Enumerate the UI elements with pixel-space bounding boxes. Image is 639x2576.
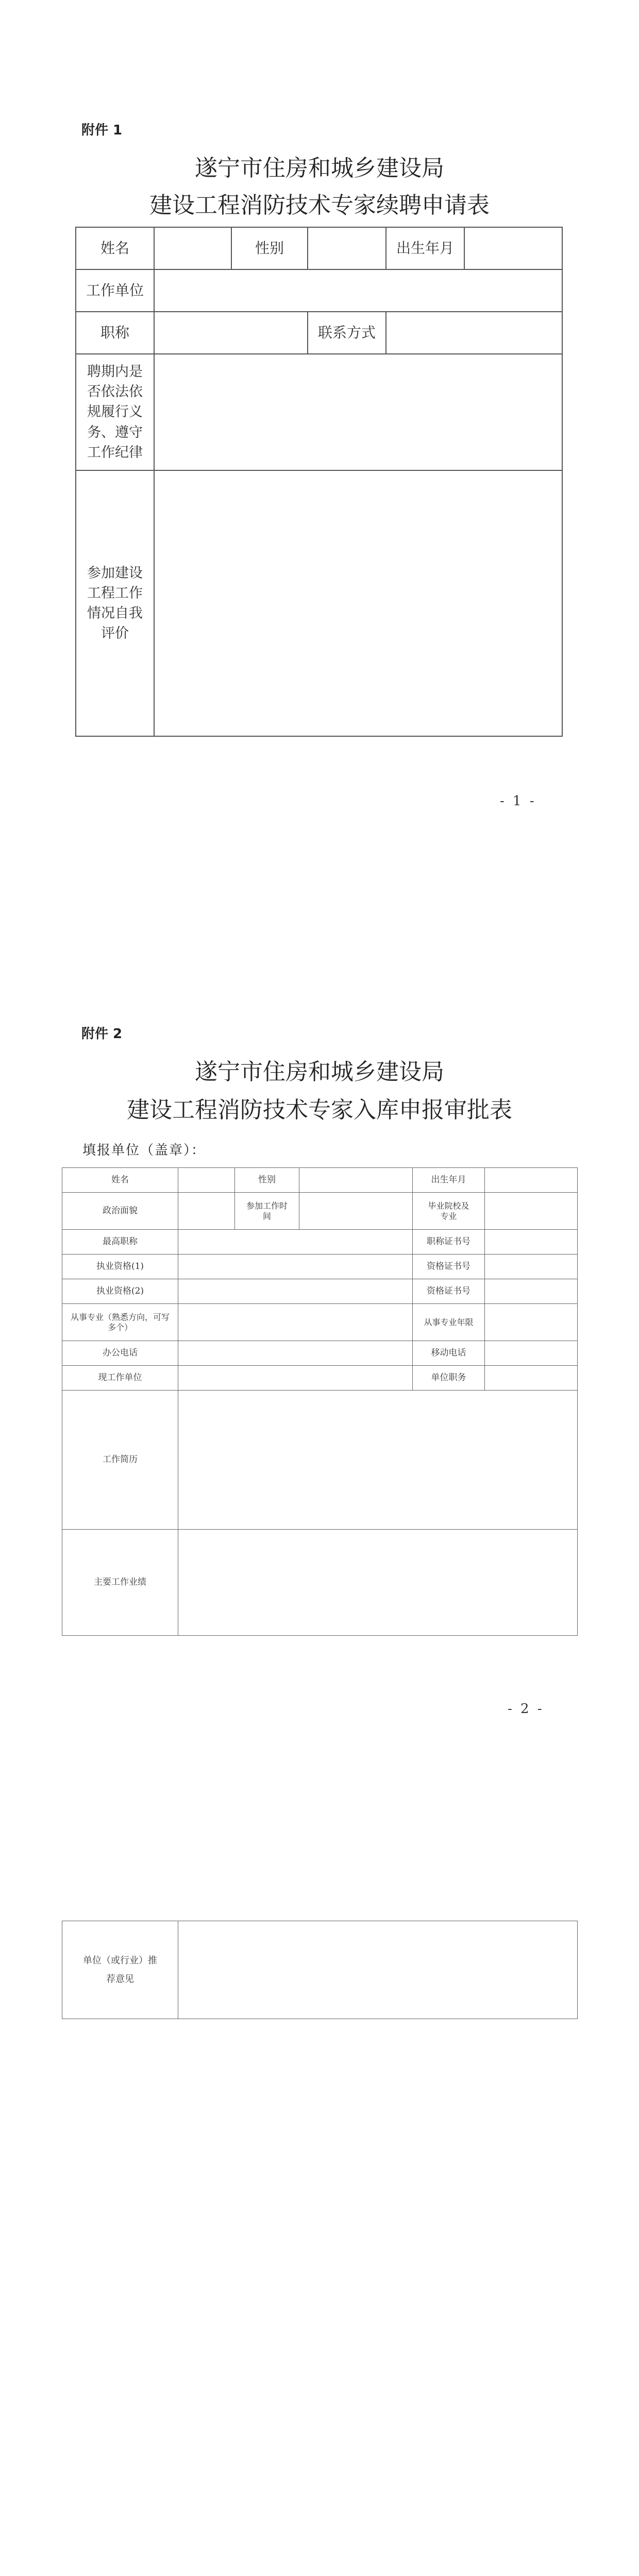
- field-mobile[interactable]: [485, 1341, 578, 1366]
- renewal-application-table: [75, 227, 563, 737]
- expert-application-table: [62, 1167, 578, 1636]
- label-resume: 工作简历: [62, 1391, 178, 1530]
- field-name[interactable]: [154, 227, 231, 269]
- field-self-evaluation[interactable]: [154, 470, 562, 736]
- label-recommendation: 单位（或行业）推荐意见: [62, 1921, 178, 2019]
- label-qual2-cert: 资格证书号: [413, 1279, 485, 1304]
- field-title-cert[interactable]: [485, 1230, 578, 1255]
- field-office-phone[interactable]: [178, 1341, 413, 1366]
- label-gender: 性别: [231, 227, 308, 269]
- field-birth[interactable]: [485, 1168, 578, 1193]
- label-name: 姓名: [62, 1168, 178, 1193]
- label-specialty: 从事专业（熟悉方向，可写多个）: [62, 1304, 178, 1341]
- field-qual1[interactable]: [178, 1255, 413, 1279]
- field-resume[interactable]: [178, 1391, 578, 1530]
- field-political[interactable]: [178, 1193, 235, 1230]
- field-specialty[interactable]: [178, 1304, 413, 1341]
- label-years: 从事专业年限: [413, 1304, 485, 1341]
- page2-title-line2: 建设工程消防技术专家入库申报审批表: [127, 1097, 512, 1123]
- field-work-unit[interactable]: [154, 269, 562, 312]
- field-years[interactable]: [485, 1304, 578, 1341]
- label-compliance: 聘期内是否依法依规履行义务、遵守工作纪律: [76, 354, 154, 470]
- field-contact[interactable]: [386, 312, 562, 354]
- field-compliance[interactable]: [154, 354, 562, 470]
- field-position[interactable]: [485, 1366, 578, 1391]
- label-contact: 联系方式: [308, 312, 386, 354]
- label-gender: 性别: [235, 1168, 299, 1193]
- label-political: 政治面貌: [62, 1193, 178, 1230]
- field-current-unit[interactable]: [178, 1366, 413, 1391]
- field-gender[interactable]: [308, 227, 386, 269]
- field-work-start[interactable]: [299, 1193, 413, 1230]
- field-qual2[interactable]: [178, 1279, 413, 1304]
- label-qual1-cert: 资格证书号: [413, 1255, 485, 1279]
- label-work-unit: 工作单位: [76, 269, 154, 312]
- field-top-title[interactable]: [178, 1230, 413, 1255]
- label-achievements: 主要工作业绩: [62, 1530, 178, 1636]
- field-birth[interactable]: [464, 227, 562, 269]
- label-top-title: 最高职称: [62, 1230, 178, 1255]
- page1-title-line2: 建设工程消防技术专家续聘申请表: [149, 192, 490, 218]
- field-qual2-cert[interactable]: [485, 1279, 578, 1304]
- field-gender[interactable]: [299, 1168, 413, 1193]
- page-number-2: - 2 -: [508, 1701, 544, 1717]
- label-birth: 出生年月: [386, 227, 464, 269]
- field-qual1-cert[interactable]: [485, 1255, 578, 1279]
- label-self-evaluation: 参加建设工程工作情况自我评价: [76, 470, 154, 736]
- attachment-label-1: 附件 1: [81, 123, 123, 138]
- page2-title-line1: 遂宁市住房和城乡建设局: [195, 1059, 444, 1085]
- attachment-label-2: 附件 2: [81, 1026, 123, 1042]
- label-qual2: 执业资格(2): [62, 1279, 178, 1304]
- label-position: 单位职务: [413, 1366, 485, 1391]
- field-title[interactable]: [154, 312, 308, 354]
- reporting-unit-label: 填报单位（盖章）：: [82, 1143, 206, 1158]
- label-title-cert: 职称证书号: [413, 1230, 485, 1255]
- page1-title-line1: 遂宁市住房和城乡建设局: [195, 155, 444, 181]
- recommendation-table: [62, 1921, 578, 2019]
- label-birth: 出生年月: [413, 1168, 485, 1193]
- field-graduate[interactable]: [485, 1193, 578, 1230]
- label-mobile: 移动电话: [413, 1341, 485, 1366]
- label-current-unit: 现工作单位: [62, 1366, 178, 1391]
- label-work-start: 参加工作时间: [235, 1193, 299, 1230]
- field-achievements[interactable]: [178, 1530, 578, 1636]
- field-recommendation[interactable]: [178, 1921, 578, 2019]
- field-name[interactable]: [178, 1168, 235, 1193]
- label-office-phone: 办公电话: [62, 1341, 178, 1366]
- label-graduate: 毕业院校及专业: [413, 1193, 485, 1230]
- label-name: 姓名: [76, 227, 154, 269]
- label-qual1: 执业资格(1): [62, 1255, 178, 1279]
- page-number-1: - 1 -: [500, 793, 536, 809]
- label-title: 职称: [76, 312, 154, 354]
